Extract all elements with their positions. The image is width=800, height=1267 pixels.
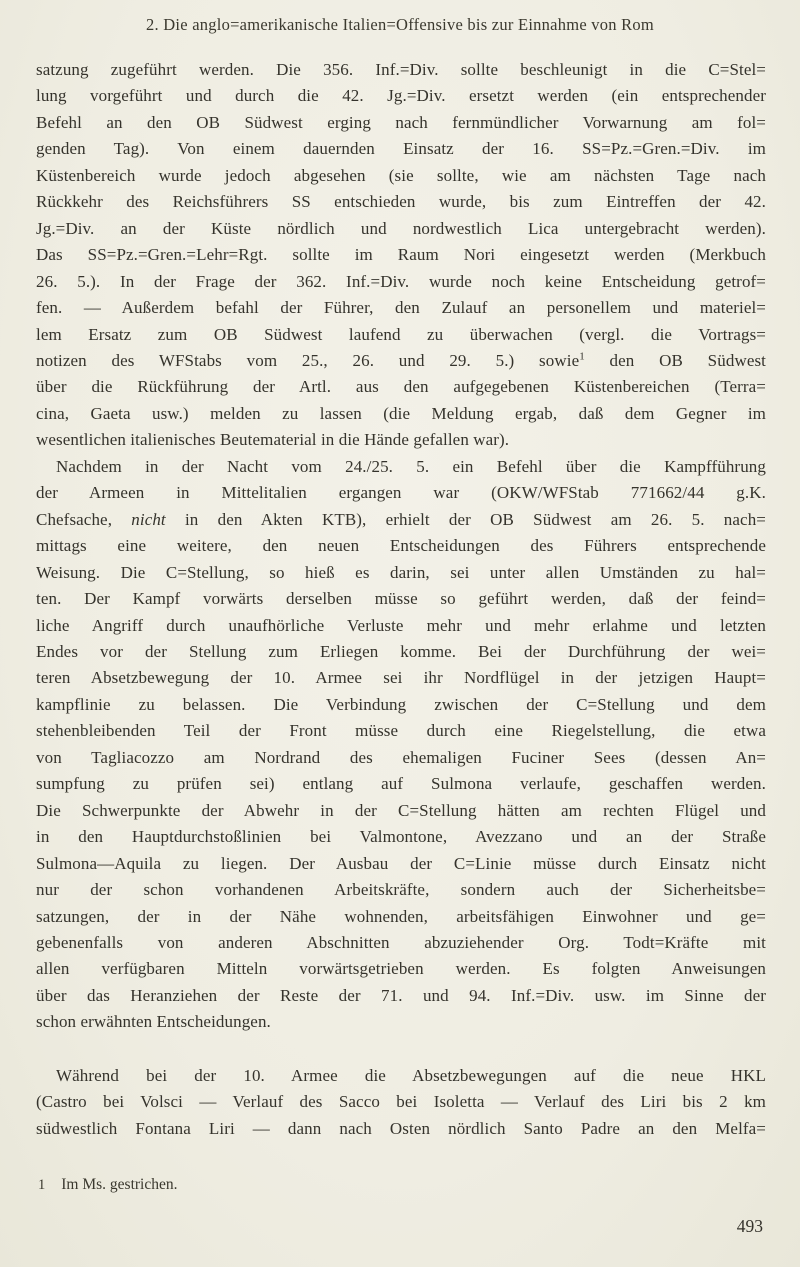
text-line: Befehl an den OB Südwest erging nach fernmündlicher Vorwarnung am fol= bbox=[36, 112, 766, 132]
text-line: Endes vor der Stellung zum Erliegen komme. Bei der Durchführung der wei= bbox=[36, 641, 766, 661]
text-line: satzungen, der in der Nähe wohnenden, arbeitsfähigen Einwohner und ge= bbox=[36, 906, 766, 926]
text-line: Weisung. Die C=Stellung, so hieß es darin, sei unter allen Umständen zu hal= bbox=[36, 562, 766, 582]
body-text bbox=[36, 57, 766, 1142]
text-line: lung vorgeführt und durch die 42. Jg.=Div. ersetzt werden (ein entsprechender bbox=[36, 86, 766, 106]
text-line: Während bei der 10. Armee die Absetzbewegungen auf die neue HKL bbox=[56, 1065, 766, 1085]
text-line: stehenbleibenden Teil der Front müsse durch eine Riegelstellung, die etwa bbox=[36, 721, 766, 741]
text-line: (Castro bei Volsci — Verlauf des Sacco bei Isoletta — Verlauf des Liri bis 2 km bbox=[36, 1092, 766, 1112]
text-line: genden Tag). Von einem dauernden Einsatz der 16. SS=Pz.=Gren.=Div. im bbox=[36, 139, 766, 159]
text-line: Die Schwerpunkte der Abwehr in der C=Stellung hätten am rechten Flügel und bbox=[36, 800, 766, 820]
text-line: wesentlichen italienisches Beutematerial in die Hände gefallen war). bbox=[36, 430, 510, 450]
running-header: 2. Die anglo=amerikanische Italien=Offensive bis zur Einnahme von Rom bbox=[146, 15, 654, 34]
text-line: Nachdem in der Nacht vom 24./25. 5. ein Befehl über die Kampfführung bbox=[56, 456, 766, 476]
paragraph bbox=[36, 454, 766, 1036]
text-line: über das Heranziehen der Reste der 71. und 94. Inf.=Div. usw. im Sinne der bbox=[36, 985, 766, 1005]
text-line: Chefsache, nicht in den Akten KTB), erhielt der OB Südwest am 26. 5. nach= bbox=[36, 509, 766, 529]
text-line: satzung zugeführt werden. Die 356. Inf.=Div. sollte beschleunigt in die C=Stel= bbox=[36, 60, 766, 79]
text-line: notizen des WFStabs vom 25., 26. und 29. 5.) sowie$^1$ den OB Südwest bbox=[36, 350, 766, 370]
text-line: fen. — Außerdem befahl der Führer, den Zulauf an personellem und materiel= bbox=[36, 298, 766, 318]
text-line: ten. Der Kampf vorwärts derselben müsse so geführt werden, daß der feind= bbox=[36, 589, 766, 609]
text-line: kampflinie zu belassen. Die Verbindung zwischen der C=Stellung und dem bbox=[36, 694, 766, 714]
text-line: allen verfügbaren Mitteln vorwärtsgetrieben werden. Es folgten Anweisungen bbox=[36, 959, 766, 979]
text-line: lem Ersatz zum OB Südwest laufend zu überwachen (vergl. die Vortrags= bbox=[36, 324, 766, 344]
text-line: schon erwähnten Entscheidungen. bbox=[36, 1012, 271, 1032]
text-line: nur der schon vorhandenen Arbeitskräfte, sondern auch der Sicherheitsbe= bbox=[36, 880, 766, 900]
text-line: sumpfung zu prüfen sei) entlang auf Sulmona verlaufe, geschaffen werden. bbox=[36, 774, 766, 794]
text-line: in den Hauptdurchstoßlinien bei Valmontone, Avezzano und an der Straße bbox=[36, 827, 766, 847]
text-line: liche Angriff durch unaufhörliche Verluste mehr und mehr erlahme und letzten bbox=[36, 615, 766, 635]
text-line: der Armeen in Mittelitalien ergangen war (OKW/WFStab 771662/44 g.K. bbox=[36, 483, 766, 503]
text-line: Sulmona—Aquila zu liegen. Der Ausbau der C=Linie müsse durch Einsatz nicht bbox=[36, 853, 766, 873]
text-line: über die Rückführung der Artl. aus den aufgegebenen Küstenbereichen (Terra= bbox=[36, 377, 766, 397]
text-line: 26. 5.). In der Frage der 362. Inf.=Div. wurde noch keine Entscheidung getrof= bbox=[36, 271, 766, 291]
text-line: von Tagliacozzo am Nordrand des ehemaligen Fuciner Sees (dessen An= bbox=[36, 747, 766, 767]
text-line: teren Absetzbewegung der 10. Armee sei ihr Nordflügel in der jetzigen Haupt= bbox=[36, 668, 766, 688]
footnote-text: Im Ms. gestrichen. bbox=[61, 1176, 178, 1193]
paragraph bbox=[36, 57, 766, 454]
text-line: cina, Gaeta usw.) melden zu lassen (die Meldung ergab, daß dem Gegner im bbox=[36, 403, 766, 423]
text-line: gebenenfalls von anderen Abschnitten abzuziehender Org. Todt=Kräfte mit bbox=[36, 932, 766, 952]
footnote-marker: 1 bbox=[38, 1177, 46, 1193]
text-line: mittags eine weitere, den neuen Entscheidungen des Führers entsprechende bbox=[36, 536, 766, 556]
text-line: Rückkehr des Reichsführers SS entschieden wurde, bis zum Eintreffen der 42. bbox=[36, 192, 766, 212]
text-line: Das SS=Pz.=Gren.=Lehr=Rgt. sollte im Raum Nori eingesetzt werden (Merkbuch bbox=[36, 245, 766, 265]
page-number: 493 bbox=[736, 1216, 763, 1236]
footnote bbox=[38, 1176, 177, 1194]
text-line: Jg.=Div. an der Küste nördlich und nordwestlich Lica untergebracht werden). bbox=[36, 218, 766, 238]
text-line: südwestlich Fontana Liri — dann nach Osten nördlich Santo Padre an den Melfa= bbox=[36, 1118, 766, 1138]
text-line: Küstenbereich wurde jedoch abgesehen (sie sollte, wie am nächsten Tage nach bbox=[36, 165, 766, 185]
paragraph bbox=[36, 1063, 766, 1142]
